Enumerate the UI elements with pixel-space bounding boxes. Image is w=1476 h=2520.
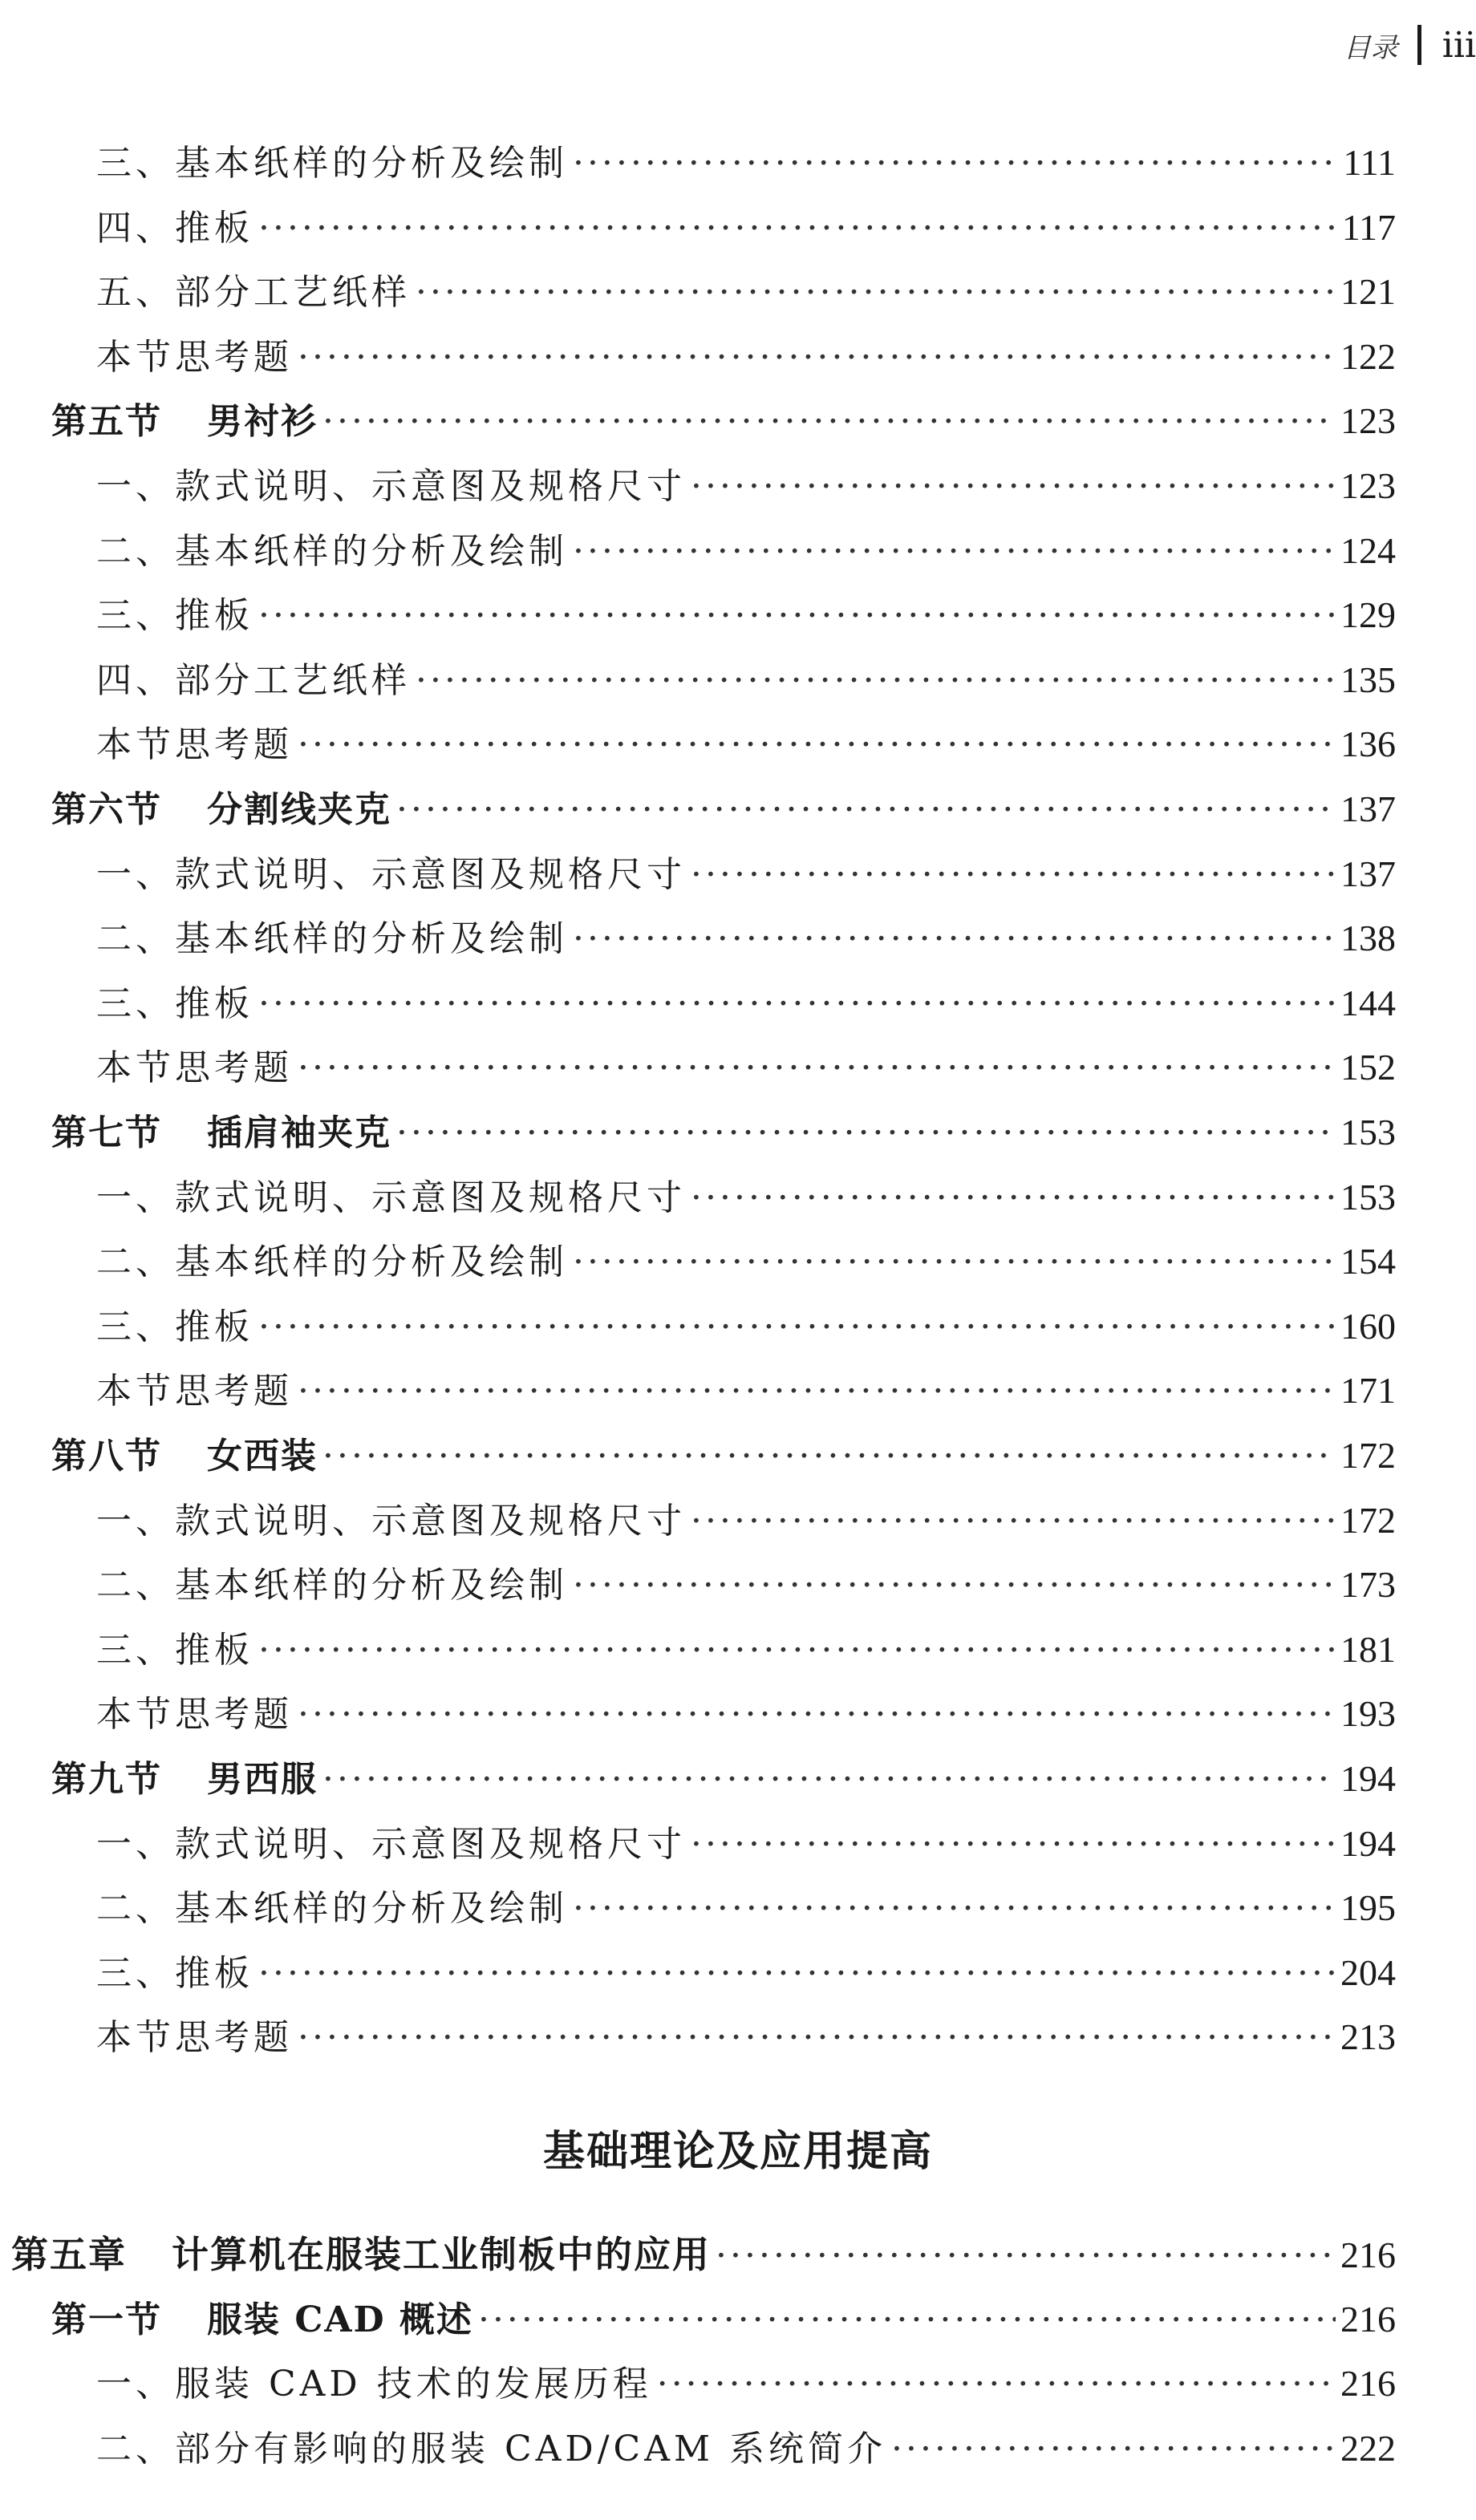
running-header — [1344, 21, 1476, 69]
dot-leader — [298, 717, 1336, 773]
toc-entry-number: 第八节 — [51, 1436, 162, 1477]
dot-leader — [716, 2228, 1336, 2284]
toc-entry[interactable] — [96, 1169, 1396, 1226]
toc-entry-page: 144 — [1340, 982, 1396, 1023]
toc-entry-page: 138 — [1340, 918, 1396, 959]
toc-entry-title — [96, 1040, 293, 1096]
toc-entry-title — [96, 1946, 253, 2002]
toc-entry-page: 193 — [1340, 1693, 1396, 1735]
toc-entry-page: 121 — [1340, 271, 1396, 313]
toc-entry-title — [96, 136, 568, 192]
toc-entry[interactable] — [96, 135, 1396, 191]
toc-entry-title — [96, 524, 568, 580]
toc-entry-title — [96, 1170, 686, 1226]
toc-entry[interactable] — [96, 523, 1396, 579]
toc-entry-text: 服装 CAD 概述 — [207, 2299, 473, 2340]
toc-entry-text: 四、推板 — [96, 207, 253, 249]
toc-entry-text: 三、推板 — [96, 1952, 253, 1994]
dot-leader — [258, 588, 1336, 644]
toc-entry-title — [96, 2421, 886, 2477]
toc-entry[interactable] — [51, 2291, 1396, 2348]
dot-leader — [416, 265, 1336, 321]
toc-entry[interactable] — [96, 2356, 1396, 2412]
toc-entry[interactable] — [96, 1880, 1396, 1936]
dot-leader — [298, 330, 1336, 386]
toc-entry-text: 分割线夹克 — [207, 789, 391, 830]
toc-entry-page: 172 — [1340, 1435, 1396, 1476]
toc-entry-title — [51, 1428, 318, 1485]
toc-entry-text: 二、基本纸样的分析及绘制 — [96, 1888, 568, 1930]
toc-entry-number: 第一节 — [51, 2299, 162, 2340]
toc-entry-page: 153 — [1340, 1112, 1396, 1153]
toc-entry[interactable] — [96, 846, 1396, 902]
dot-leader — [573, 524, 1336, 580]
toc-entry-text: 一、服装 CAD 技术的发展历程 — [96, 2364, 652, 2405]
toc-entry-text: 二、基本纸样的分析及绘制 — [96, 1242, 568, 1283]
toc-entry-page: 135 — [1340, 658, 1396, 700]
toc-entry-title — [51, 1752, 318, 1808]
toc-entry[interactable] — [96, 975, 1396, 1031]
toc-entry[interactable] — [96, 1686, 1396, 1742]
toc-entry-text: 计算机在服装工业制板中的应用 — [172, 2233, 711, 2276]
toc-entry-title — [51, 2292, 473, 2348]
toc-entry-page: 171 — [1340, 1370, 1396, 1412]
toc-entry-page: 152 — [1340, 1047, 1396, 1088]
toc-entry-text: 本节思考题 — [96, 2017, 293, 2059]
toc-entry-text: 一、款式说明、示意图及规格尺寸 — [96, 853, 686, 895]
dot-leader — [573, 911, 1336, 967]
toc-entry-title — [96, 1234, 568, 1290]
toc-entry[interactable] — [96, 2421, 1396, 2477]
dot-leader — [657, 2356, 1336, 2413]
dot-leader — [691, 847, 1336, 903]
toc-entry[interactable] — [51, 781, 1396, 837]
header-label: 目录 — [1343, 31, 1398, 64]
dot-leader — [322, 1752, 1336, 1808]
dot-leader — [258, 1623, 1336, 1679]
toc-entry-text: 女西装 — [207, 1436, 318, 1477]
toc-entry-text: 插肩袖夹克 — [207, 1112, 391, 1153]
dot-leader — [691, 459, 1336, 515]
toc-entry-title — [51, 782, 391, 838]
toc-entry[interactable] — [51, 1428, 1396, 1484]
dot-leader — [691, 1170, 1336, 1226]
dot-leader — [322, 1428, 1336, 1485]
toc-entry-text: 三、推板 — [96, 595, 253, 637]
toc-entry-title — [96, 911, 568, 967]
toc-entry-page: 122 — [1340, 335, 1396, 377]
toc-entry-text: 本节思考题 — [96, 1694, 293, 1736]
toc-entry-title — [51, 1105, 391, 1161]
toc-entry-text: 三、基本纸样的分析及绘制 — [96, 143, 568, 184]
toc-entry[interactable] — [96, 329, 1396, 385]
dot-leader — [691, 1817, 1336, 1873]
toc-entry[interactable] — [96, 587, 1396, 643]
toc-entry-text: 一、款式说明、示意图及规格尺寸 — [96, 1177, 686, 1218]
toc-entry-page: 204 — [1340, 1951, 1396, 1993]
toc-entry-text: 三、推板 — [96, 982, 253, 1024]
dot-leader — [396, 782, 1336, 838]
toc-entry[interactable] — [51, 1104, 1396, 1161]
toc-entry-number: 第五章 — [11, 2233, 127, 2276]
dot-leader — [573, 1234, 1336, 1290]
header-divider — [1417, 25, 1421, 65]
toc-entry-page: 124 — [1340, 529, 1396, 571]
toc-entry-title — [96, 1623, 253, 1679]
toc-entry-page: 123 — [1340, 400, 1396, 442]
toc-entry-page: 137 — [1340, 853, 1396, 894]
toc-entry-page: 216 — [1340, 2298, 1396, 2340]
toc-entry-number: 第七节 — [51, 1112, 162, 1153]
dot-leader — [322, 394, 1336, 450]
toc-entry[interactable] — [96, 264, 1396, 320]
toc-entry-title — [96, 1299, 253, 1355]
toc-entry-title — [96, 847, 686, 903]
toc-entry-text: 本节思考题 — [96, 724, 293, 766]
toc-entry-title — [96, 1687, 293, 1743]
toc-entry[interactable] — [11, 2226, 1396, 2283]
toc-entry-page: 195 — [1340, 1887, 1396, 1929]
toc-entry-page: 111 — [1343, 142, 1396, 183]
toc-entry-title — [96, 717, 293, 773]
toc-entry-page: 216 — [1340, 2234, 1396, 2275]
toc-entry-number: 第五节 — [51, 401, 162, 443]
toc-entry-text: 一、款式说明、示意图及规格尺寸 — [96, 1500, 686, 1542]
dot-leader — [298, 1040, 1336, 1096]
toc-entry-text: 三、推板 — [96, 1629, 253, 1671]
dot-leader — [573, 1558, 1336, 1614]
toc-entry[interactable] — [96, 1363, 1396, 1419]
toc-entry-page: 137 — [1340, 788, 1396, 829]
toc-entry-title — [96, 588, 253, 644]
toc-entry-title — [96, 2356, 652, 2413]
toc-entry-title — [96, 1493, 686, 1550]
toc-entry-page: 136 — [1340, 723, 1396, 765]
toc-entry-title — [96, 459, 686, 515]
dot-leader — [258, 1946, 1336, 2002]
dot-leader — [258, 201, 1337, 257]
toc-entry-text: 一、款式说明、示意图及规格尺寸 — [96, 466, 686, 507]
toc-entry-title — [96, 1558, 568, 1614]
toc-entry-page: 194 — [1340, 1822, 1396, 1864]
dot-leader — [396, 1105, 1336, 1161]
toc-entry-title — [96, 976, 253, 1032]
toc-entry-title — [51, 394, 318, 450]
toc-entry[interactable] — [51, 393, 1396, 449]
dot-leader — [298, 2010, 1336, 2066]
toc-entry-text: 本节思考题 — [96, 1371, 293, 1412]
toc-entry-page: 173 — [1340, 1564, 1396, 1606]
toc-entry-title — [96, 265, 411, 321]
toc-entry-page: 160 — [1340, 1305, 1396, 1347]
toc-entry[interactable] — [96, 1493, 1396, 1549]
toc-entry-text: 二、部分有影响的服装 CAD/CAM 系统简介 — [96, 2428, 887, 2469]
toc-entry-page: 181 — [1340, 1628, 1396, 1670]
part-heading: 基础理论及应用提高 — [542, 2127, 933, 2176]
toc-entry-text: 五、部分工艺纸样 — [96, 272, 411, 314]
toc-entry-title — [11, 2226, 711, 2283]
header-page-number: iii — [1442, 24, 1476, 66]
toc-entry[interactable] — [96, 1945, 1396, 2001]
dot-leader — [258, 976, 1336, 1032]
dot-leader — [416, 653, 1336, 709]
toc-entry[interactable] — [96, 2009, 1396, 2065]
toc-entry-page: 172 — [1340, 1499, 1396, 1541]
toc-entry[interactable] — [96, 458, 1396, 514]
dot-leader — [258, 1299, 1336, 1355]
toc-entry[interactable] — [96, 1816, 1396, 1872]
toc-entry[interactable] — [96, 910, 1396, 966]
dot-leader — [478, 2292, 1336, 2348]
toc-entry-page: 222 — [1340, 2427, 1396, 2469]
toc-entry-page: 117 — [1341, 206, 1396, 248]
toc-entry[interactable] — [96, 652, 1396, 708]
toc-entry[interactable] — [51, 1751, 1396, 1807]
toc-entry[interactable] — [96, 716, 1396, 772]
toc-entry-text: 二、基本纸样的分析及绘制 — [96, 1565, 568, 1606]
dot-leader — [891, 2421, 1336, 2477]
toc-entry-title — [96, 2010, 293, 2066]
toc-entry-page: 129 — [1340, 594, 1396, 636]
toc-entry[interactable] — [96, 1622, 1396, 1678]
toc-entry-text: 男西服 — [207, 1759, 318, 1800]
dot-leader — [298, 1363, 1336, 1420]
toc-entry-page: 153 — [1340, 1176, 1396, 1217]
dot-leader — [573, 1881, 1336, 1937]
toc-entry-text: 男衬衫 — [207, 401, 318, 443]
dot-leader — [298, 1687, 1336, 1743]
toc-entry[interactable] — [96, 1234, 1396, 1290]
toc-entry-title — [96, 1881, 568, 1937]
toc-entry-page: 213 — [1340, 2016, 1396, 2058]
toc-entry-number: 第九节 — [51, 1759, 162, 1800]
toc-entry[interactable] — [96, 1298, 1396, 1355]
toc-entry-text: 本节思考题 — [96, 336, 293, 378]
toc-entry[interactable] — [96, 1557, 1396, 1613]
toc-entry-text: 二、基本纸样的分析及绘制 — [96, 530, 568, 572]
toc-entry-text: 本节思考题 — [96, 1047, 293, 1089]
toc-entry-title — [96, 201, 253, 257]
toc-entry-title — [96, 653, 411, 709]
toc-entry-page: 123 — [1340, 465, 1396, 506]
toc-entry-title — [96, 1817, 686, 1873]
toc-entry-page: 154 — [1340, 1241, 1396, 1282]
dot-leader — [691, 1493, 1336, 1550]
toc-entry-text: 三、推板 — [96, 1306, 253, 1347]
toc-entry[interactable] — [96, 1039, 1396, 1096]
dot-leader — [573, 136, 1338, 192]
toc-entry-text: 二、基本纸样的分析及绘制 — [96, 918, 568, 960]
toc-entry-title — [96, 1363, 293, 1420]
toc-entry-page: 194 — [1340, 1758, 1396, 1799]
toc-entry-page: 216 — [1340, 2363, 1396, 2405]
toc-entry-title — [96, 330, 293, 386]
toc-entry[interactable] — [96, 200, 1396, 256]
toc-entry-number: 第六节 — [51, 789, 162, 830]
toc-entry-text: 四、部分工艺纸样 — [96, 659, 411, 701]
toc-entry-text: 一、款式说明、示意图及规格尺寸 — [96, 1823, 686, 1865]
